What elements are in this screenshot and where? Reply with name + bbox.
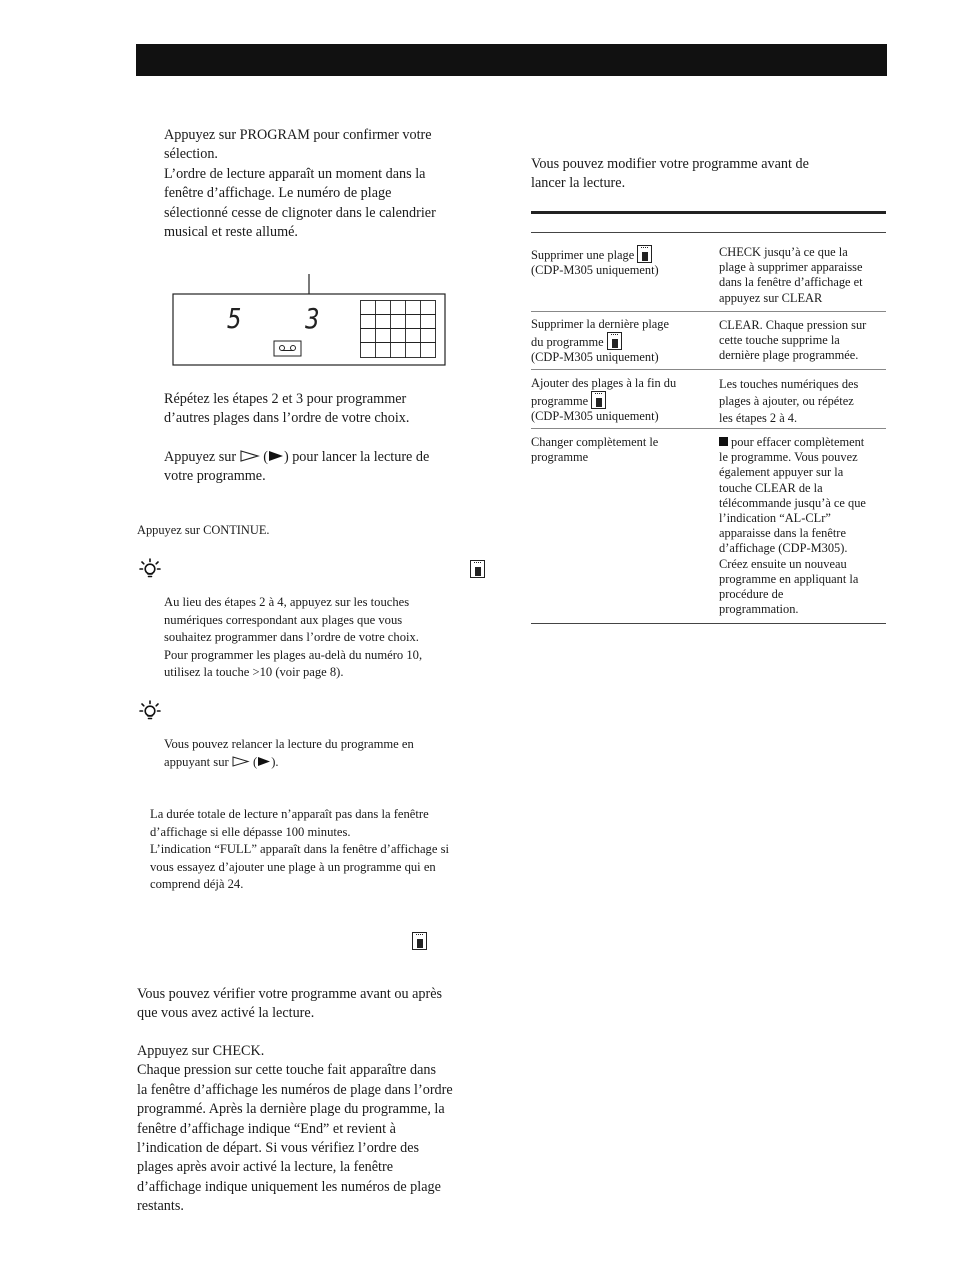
cell-text: du programme [531, 335, 604, 350]
display-window-illustration [172, 272, 447, 367]
table-row-divider [531, 428, 886, 429]
table-cell-procedure [719, 318, 889, 364]
tip2-line: Vous pouvez relancer la lecture du programme en [164, 737, 414, 751]
table-cell-procedure [719, 435, 891, 617]
table-cell-action [531, 317, 706, 366]
check-line: d’affichage indique uniquement les numéros de plage [137, 1178, 441, 1195]
header-bar [136, 44, 887, 76]
lightbulb-icon [139, 699, 161, 728]
check-body-text [137, 1042, 497, 1217]
play-outline-icon [240, 450, 260, 462]
step6-line [164, 448, 494, 467]
remote-control-icon [412, 932, 427, 951]
table-cell-action [531, 435, 706, 465]
table-cell-line [531, 391, 711, 409]
table-cell-line [719, 435, 891, 450]
table-cell-line: CLEAR. Chaque pression sur [719, 318, 867, 332]
step4-text [164, 126, 484, 242]
tip2-line [164, 754, 484, 772]
tip2-part: ( [253, 754, 258, 769]
note-line: vous essayez d’ajouter une plage à un programme qui en [150, 859, 436, 874]
table-cell-line: programmation. [719, 602, 799, 617]
tip1-line: souhaitez programmer dans l’ordre de votre choix. [164, 630, 419, 645]
note-line: La durée totale de lecture n’apparaît pas dans la fenêtre [150, 807, 429, 821]
play-icon [257, 756, 271, 767]
remote-control-icon [470, 560, 485, 579]
tip1-line: Au lieu des étapes 2 à 4, appuyez sur les touches [164, 595, 410, 609]
table-cell-line [531, 332, 706, 350]
tip2-part: appuyant sur [164, 754, 229, 769]
table-cell-line: plages à ajouter, ou répétez [719, 394, 854, 408]
table-cell-line: (CDP-M305 uniquement) [531, 409, 659, 424]
tip1-text [164, 594, 484, 682]
table-cell-line: Créez ensuite un nouveau [719, 556, 847, 571]
tip2-part: ). [271, 754, 279, 769]
check-line: l’indication de départ. Si vous vérifiez l’ordre des [137, 1140, 420, 1157]
table-cell-line: le programme. Vous pouvez [719, 450, 858, 465]
modify-intro-line: Vous pouvez modifier votre programme avant de [531, 156, 809, 172]
check-line: Appuyez sur CHECK. [137, 1043, 265, 1059]
check-line: plages après avoir activé la lecture, la fenêtre [137, 1159, 394, 1176]
table-cell-line: les étapes 2 à 4. [719, 411, 798, 425]
table-cell-line: programme en appliquant la [719, 571, 859, 586]
check-line: Chaque pression sur cette touche fait apparaître dans [137, 1062, 437, 1079]
table-cell-line: Ajouter des plages à la fin du [531, 376, 677, 390]
tip2-text [164, 736, 484, 771]
table-cell-line: dernière plage programmée. [719, 348, 859, 363]
modify-intro-text [531, 155, 886, 194]
table-cell-line: CHECK jusqu’à ce que la [719, 245, 848, 259]
table-cell-action [531, 376, 711, 425]
table-cell-line: programme [531, 450, 589, 465]
note-line: d’affichage si elle dépasse 100 minutes. [150, 824, 351, 839]
table-cell-line: touche CLEAR de la [719, 480, 823, 495]
table-cell-procedure [719, 245, 889, 306]
table-header-rule [531, 232, 886, 233]
step6-text [164, 448, 494, 487]
step4-line: sélectionné cesse de clignoter dans le calendrier [164, 204, 436, 221]
table-cell-line: Changer complètement le [531, 435, 659, 449]
table-top-rule [531, 211, 886, 214]
table-cell-line: dans la fenêtre d’affichage et [719, 275, 863, 290]
continue-text: Appuyez sur CONTINUE. [137, 523, 270, 537]
remote-control-icon [591, 391, 606, 409]
table-cell-line: cette touche supprime la [719, 333, 840, 348]
note-line: L’indication “FULL” apparaît dans la fenêtre d’affichage si [150, 842, 449, 857]
tip1-line: utilisez la touche >10 (voir page 8). [164, 665, 344, 680]
table-row-divider [531, 369, 886, 370]
play-icon [268, 450, 284, 462]
table-cell-line: apparaisse dans la fenêtre [719, 526, 846, 541]
table-cell-line: plage à supprimer apparaisse [719, 260, 863, 275]
step4-line: sélection. [164, 146, 218, 163]
remote-control-icon [607, 332, 622, 350]
modify-intro-line: lancer la lecture. [531, 175, 626, 192]
step5-line: Répétez les étapes 2 et 3 pour programmer [164, 391, 407, 407]
display-digit-right: 3 [305, 302, 320, 335]
table-cell-line: l’indication “AL-CLr” [719, 511, 831, 526]
note-line: comprend déjà 24. [150, 877, 244, 892]
table-cell-line: télécommande jusqu’à ce que [719, 495, 866, 510]
table-bottom-rule [531, 623, 886, 624]
table-cell-line: également appuyer sur la [719, 465, 844, 480]
step5-text [164, 390, 484, 429]
table-cell-action [531, 245, 706, 278]
table-cell-line: appuyez sur CLEAR [719, 290, 823, 305]
check-line: la fenêtre d’affichage les numéros de plage dans l’ordre [137, 1081, 453, 1098]
check-intro-line: que vous avez activé la lecture. [137, 1005, 315, 1022]
lightbulb-icon [139, 557, 161, 586]
check-line: programmé. Après la dernière plage du programme, la [137, 1101, 445, 1118]
step6-part: ) pour lancer la lecture de [283, 449, 430, 465]
remote-control-icon [637, 245, 652, 263]
cell-text: pour effacer complètement [731, 435, 865, 449]
display-digit-left: 5 [227, 302, 242, 335]
check-line: restants. [137, 1198, 184, 1215]
table-cell-line [531, 245, 706, 263]
step4-line: fenêtre d’affichage. Le numéro de plage [164, 185, 392, 202]
cell-text: Supprimer une plage [531, 248, 635, 262]
table-cell-line: d’affichage (CDP-M305). [719, 541, 848, 556]
tip1-line: numériques correspondant aux plages que vous [164, 612, 403, 627]
step6-line: votre programme. [164, 468, 266, 485]
table-cell-line: (CDP-M305 uniquement) [531, 350, 659, 365]
tip1-line: Pour programmer les plages au-delà du numéro 10, [164, 647, 423, 662]
table-cell-procedure [719, 376, 889, 427]
check-intro-line: Vous pouvez vérifier votre programme avant ou après [137, 986, 443, 1002]
step4-line: Appuyez sur PROGRAM pour confirmer votre [164, 127, 432, 143]
table-row-divider [531, 311, 886, 312]
music-calendar-grid [360, 300, 436, 363]
table-cell-line: (CDP-M305 uniquement) [531, 263, 659, 278]
step4-line: musical et reste allumé. [164, 224, 298, 241]
check-line: fenêtre d’affichage indique “End” et revient à [137, 1120, 396, 1137]
step6-part: Appuyez sur [164, 449, 237, 465]
table-cell-line: procédure de [719, 587, 784, 602]
step4-line: L’ordre de lecture apparaît un moment dans la [164, 165, 426, 182]
check-intro-text [137, 985, 497, 1024]
table-cell-line: Les touches numériques des [719, 377, 859, 391]
notes-text [150, 806, 495, 894]
step6-part: ( [263, 449, 268, 465]
cell-text: programme [531, 394, 589, 409]
step5-line: d’autres plages dans l’ordre de votre choix. [164, 410, 410, 427]
tape-icon [273, 340, 303, 363]
table-cell-line: Supprimer la dernière plage [531, 317, 669, 331]
play-outline-icon [232, 756, 250, 767]
stop-square-icon [719, 437, 728, 446]
